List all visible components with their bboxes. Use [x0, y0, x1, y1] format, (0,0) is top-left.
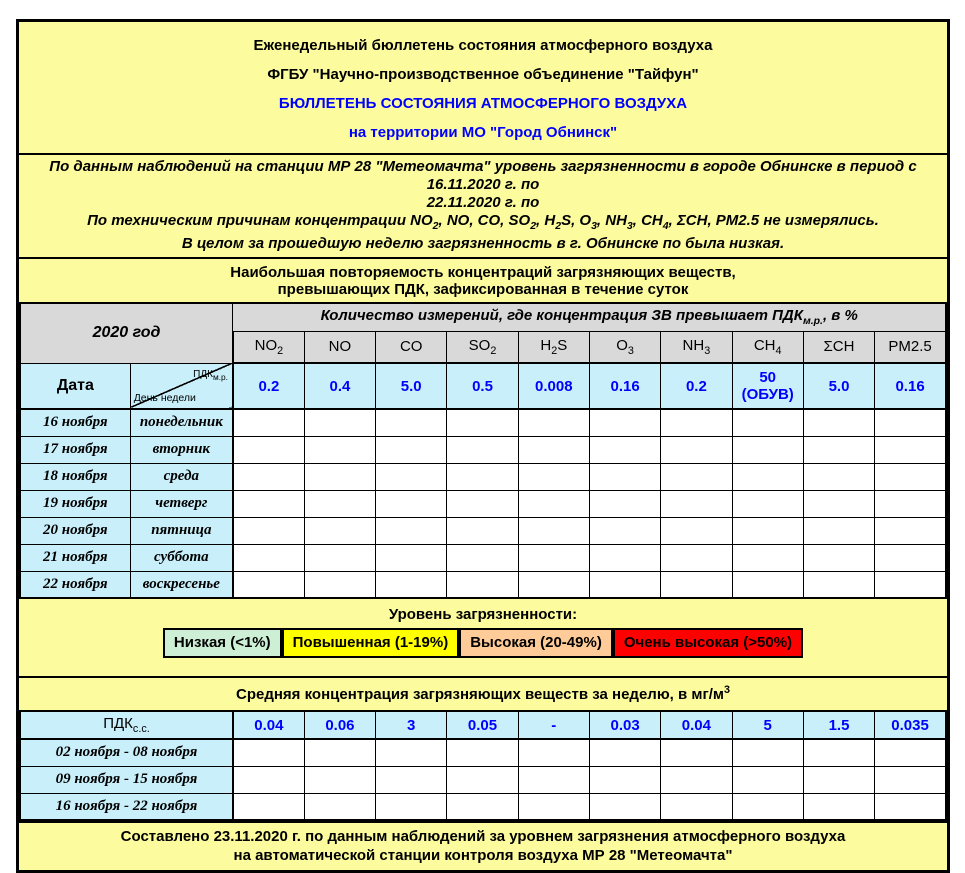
pollutant-header-o3: $O_3$: [589, 331, 660, 363]
legend-title: Уровень загрязненности:: [388, 606, 578, 623]
data-cell: [732, 436, 803, 463]
pdk-ss-value-co: 3: [376, 711, 447, 739]
data-cell: [447, 544, 518, 571]
pdk-ss-value-no2: 0.04: [233, 711, 304, 739]
table-row: [20, 739, 946, 766]
data-cell: [518, 517, 589, 544]
data-cell: [518, 544, 589, 571]
data-cell: [447, 793, 518, 820]
bulletin-title: БЮЛЛЕТЕНЬ СОСТОЯНИЯ АТМОСФЕРНОГО ВОЗДУХА: [278, 95, 688, 112]
data-cell: [803, 571, 874, 598]
data-cell: [518, 409, 589, 436]
date-cell: 19 ноября: [20, 490, 130, 517]
table-row: [20, 766, 946, 793]
period-cell: 02 ноября - 08 ноября: [20, 739, 233, 766]
data-cell: [661, 544, 732, 571]
data-cell: [803, 739, 874, 766]
data-cell: [803, 490, 874, 517]
data-cell: [589, 463, 660, 490]
data-cell: [304, 544, 375, 571]
data-cell: [732, 517, 803, 544]
legend-low: Низкая (<1%): [163, 628, 282, 658]
average-table: [19, 710, 947, 821]
pollutant-header-ch4: $CH_4$: [732, 331, 803, 363]
weekday-cell: суббота: [130, 544, 233, 571]
data-cell: [589, 571, 660, 598]
table-row: [20, 490, 946, 517]
average-section-title: Средняя концентрация загрязняющих веществ за неделю, в $мг/м^3$: [236, 684, 730, 703]
data-cell: [803, 463, 874, 490]
data-cell: [875, 766, 946, 793]
data-cell: [661, 490, 732, 517]
data-cell: [447, 766, 518, 793]
period-cell: 16 ноября - 22 ноября: [20, 793, 233, 820]
legend-items-row: [19, 628, 947, 658]
footer-block: [19, 821, 947, 870]
pdk-mr-value-so2: 0.5: [447, 363, 518, 409]
footer-line1: Составлено 23.11.2020 г. по данным наблюдений за уровнем загрязнения атмосферного воздуха: [120, 828, 846, 845]
data-cell: [589, 739, 660, 766]
legend-very-high: Очень высокая (>50%): [613, 628, 803, 658]
data-cell: [661, 571, 732, 598]
table-row: [20, 571, 946, 598]
data-cell: [661, 517, 732, 544]
data-cell: [304, 490, 375, 517]
data-cell: [732, 463, 803, 490]
territory-title: на территории МО "Город Обнинск": [348, 124, 618, 141]
table-row: [20, 436, 946, 463]
data-cell: [589, 409, 660, 436]
pollutant-header-co: CO: [376, 331, 447, 363]
date-cell: 20 ноября: [20, 517, 130, 544]
data-cell: [233, 409, 304, 436]
data-cell: [376, 739, 447, 766]
data-cell: [875, 793, 946, 820]
pdk-ss-row: [20, 711, 946, 739]
pdk-ss-value-h2s: -: [518, 711, 589, 739]
data-cell: [376, 409, 447, 436]
pdk-mr-value-co: 5.0: [376, 363, 447, 409]
data-cell: [803, 793, 874, 820]
pdk-ss-value-so2: 0.05: [447, 711, 518, 739]
pdk-mr-value-pm25: 0.16: [875, 363, 946, 409]
legend-high: Высокая (20-49%): [459, 628, 613, 658]
pollution-level-legend: [19, 599, 947, 678]
data-cell: [233, 490, 304, 517]
notice-period-line2: 22.11.2020 г. по: [426, 194, 540, 211]
data-cell: [376, 490, 447, 517]
data-cell: [304, 409, 375, 436]
date-cell: 17 ноября: [20, 436, 130, 463]
data-cell: [233, 436, 304, 463]
data-cell: [589, 766, 660, 793]
footer-line2: на автоматической станции контроля воздуха МР 28 "Метеомачта": [233, 847, 733, 864]
data-cell: [661, 793, 732, 820]
bulletin-document: [16, 19, 950, 873]
data-cell: [447, 436, 518, 463]
date-cell: 16 ноября: [20, 409, 130, 436]
data-cell: [589, 490, 660, 517]
table-row: [20, 463, 946, 490]
data-cell: [233, 571, 304, 598]
data-cell: [447, 571, 518, 598]
pollutant-header-no2: $NO_2$: [233, 331, 304, 363]
data-cell: [661, 766, 732, 793]
data-cell: [376, 766, 447, 793]
date-column-header: Дата: [20, 363, 130, 409]
pdk-ss-value-pm25: 0.035: [875, 711, 946, 739]
weekday-cell: четверг: [130, 490, 233, 517]
data-cell: [875, 517, 946, 544]
notice-summary-line: В целом за прошедшую неделю загрязненность в г. Обнинске по была низкая.: [181, 235, 785, 252]
year-header-cell: 2020 год: [20, 303, 233, 363]
data-cell: [518, 739, 589, 766]
data-cell: [304, 436, 375, 463]
pdk-mr-value-sch: 5.0: [803, 363, 874, 409]
weekday-cell: понедельник: [130, 409, 233, 436]
pdk-mr-value-h2s: 0.008: [518, 363, 589, 409]
weekday-cell: пятница: [130, 517, 233, 544]
notice-technical-line: По техническим причинам концентрации $NO_2$, NO, CO, $SO_2$, $H_2S$, $O_3$, $NH_3$, $CH_4$, ΣCH, PM2.5 не измерялись.: [87, 212, 879, 232]
table-header-row: [20, 303, 946, 331]
data-cell: [304, 517, 375, 544]
measurements-header-cell: Количество измерений, где концентрация ЗВ превышает $ПДК_{м.р.}$, в %: [233, 303, 946, 331]
data-cell: [447, 409, 518, 436]
data-cell: [875, 436, 946, 463]
data-cell: [875, 463, 946, 490]
data-cell: [447, 517, 518, 544]
exceedance-title-line1: Наибольшая повторяемость концентраций загрязняющих веществ,: [230, 264, 736, 281]
data-cell: [376, 793, 447, 820]
data-cell: [589, 436, 660, 463]
data-cell: [875, 739, 946, 766]
data-cell: [589, 793, 660, 820]
data-cell: [875, 571, 946, 598]
data-cell: [233, 766, 304, 793]
data-cell: [376, 544, 447, 571]
data-cell: [875, 544, 946, 571]
period-cell: 09 ноября - 15 ноября: [20, 766, 233, 793]
data-cell: [732, 490, 803, 517]
table-row: [20, 517, 946, 544]
pollutant-header-no: NO: [304, 331, 375, 363]
data-cell: [732, 571, 803, 598]
pdk-mr-row: [20, 363, 946, 409]
pdk-mr-diagonal-label: $ПДК_{м.р.}$: [193, 368, 228, 382]
pollutant-header-so2: $SO_2$: [447, 331, 518, 363]
data-cell: [376, 571, 447, 598]
data-cell: [233, 793, 304, 820]
data-cell: [875, 490, 946, 517]
data-cell: [518, 490, 589, 517]
weekday-cell: вторник: [130, 436, 233, 463]
data-cell: [803, 436, 874, 463]
table-row: [20, 793, 946, 820]
data-cell: [661, 463, 732, 490]
data-cell: [732, 544, 803, 571]
title-block: [19, 22, 947, 155]
weekday-cell: воскресенье: [130, 571, 233, 598]
data-cell: [304, 739, 375, 766]
data-cell: [589, 517, 660, 544]
data-cell: [518, 436, 589, 463]
data-cell: [803, 766, 874, 793]
notice-period-line1: По данным наблюдений на станции МР 28 "Метеомачта" уровень загрязненности в городе Обнинске в период с 16.11.2020 г. по: [49, 158, 917, 193]
data-cell: [376, 436, 447, 463]
data-cell: [803, 517, 874, 544]
pdk-mr-value-no: 0.4: [304, 363, 375, 409]
data-cell: [233, 544, 304, 571]
pdk-mr-value-no2: 0.2: [233, 363, 304, 409]
data-cell: [233, 517, 304, 544]
data-cell: [518, 571, 589, 598]
weekday-cell: среда: [130, 463, 233, 490]
data-cell: [732, 793, 803, 820]
pollutant-header-h2s: $H_2S$: [518, 331, 589, 363]
exceedance-section-title: [19, 259, 947, 302]
data-cell: [661, 739, 732, 766]
data-cell: [732, 739, 803, 766]
pollutant-header-sch: ΣCH: [803, 331, 874, 363]
data-cell: [803, 409, 874, 436]
day-of-week-diagonal-label: День недели: [133, 392, 196, 404]
diagonal-split-cell: [130, 363, 233, 409]
data-cell: [304, 793, 375, 820]
data-cell: [661, 436, 732, 463]
data-cell: [233, 463, 304, 490]
data-cell: [447, 463, 518, 490]
pdk-mr-value-ch4: 50 (ОБУВ): [732, 363, 803, 409]
date-cell: 18 ноября: [20, 463, 130, 490]
data-cell: [803, 544, 874, 571]
pdk-ss-value-ch4: 5: [732, 711, 803, 739]
pollutant-header-nh3: $NH_3$: [661, 331, 732, 363]
data-cell: [518, 463, 589, 490]
data-cell: [376, 463, 447, 490]
data-cell: [304, 463, 375, 490]
data-cell: [875, 409, 946, 436]
pdk-ss-value-no: 0.06: [304, 711, 375, 739]
data-cell: [376, 517, 447, 544]
data-cell: [233, 739, 304, 766]
date-cell: 21 ноября: [20, 544, 130, 571]
pdk-mr-value-nh3: 0.2: [661, 363, 732, 409]
data-cell: [518, 766, 589, 793]
notice-block: [19, 155, 947, 259]
data-cell: [447, 739, 518, 766]
table-row: [20, 409, 946, 436]
legend-elevated: Повышенная (1-19%): [282, 628, 460, 658]
pdk-mr-value-o3: 0.16: [589, 363, 660, 409]
organization-name: ФГБУ "Научно-производственное объединение "Тайфун": [267, 66, 699, 83]
date-cell: 22 ноября: [20, 571, 130, 598]
pdk-ss-value-o3: 0.03: [589, 711, 660, 739]
data-cell: [447, 490, 518, 517]
exceedance-table: [19, 302, 947, 599]
data-cell: [304, 766, 375, 793]
pdk-ss-label: $ПДК_{с.с.}$: [20, 711, 233, 739]
pdk-ss-value-sch: 1.5: [803, 711, 874, 739]
data-cell: [732, 409, 803, 436]
bulletin-subtitle: Еженедельный бюллетень состояния атмосферного воздуха: [253, 37, 713, 54]
data-cell: [589, 544, 660, 571]
data-cell: [518, 793, 589, 820]
data-cell: [661, 409, 732, 436]
pollutant-header-pm25: PM2.5: [875, 331, 946, 363]
data-cell: [732, 766, 803, 793]
data-cell: [304, 571, 375, 598]
pdk-ss-value-nh3: 0.04: [661, 711, 732, 739]
exceedance-title-line2: превышающих ПДК, зафиксированная в течение суток: [277, 281, 689, 298]
table-row: [20, 544, 946, 571]
